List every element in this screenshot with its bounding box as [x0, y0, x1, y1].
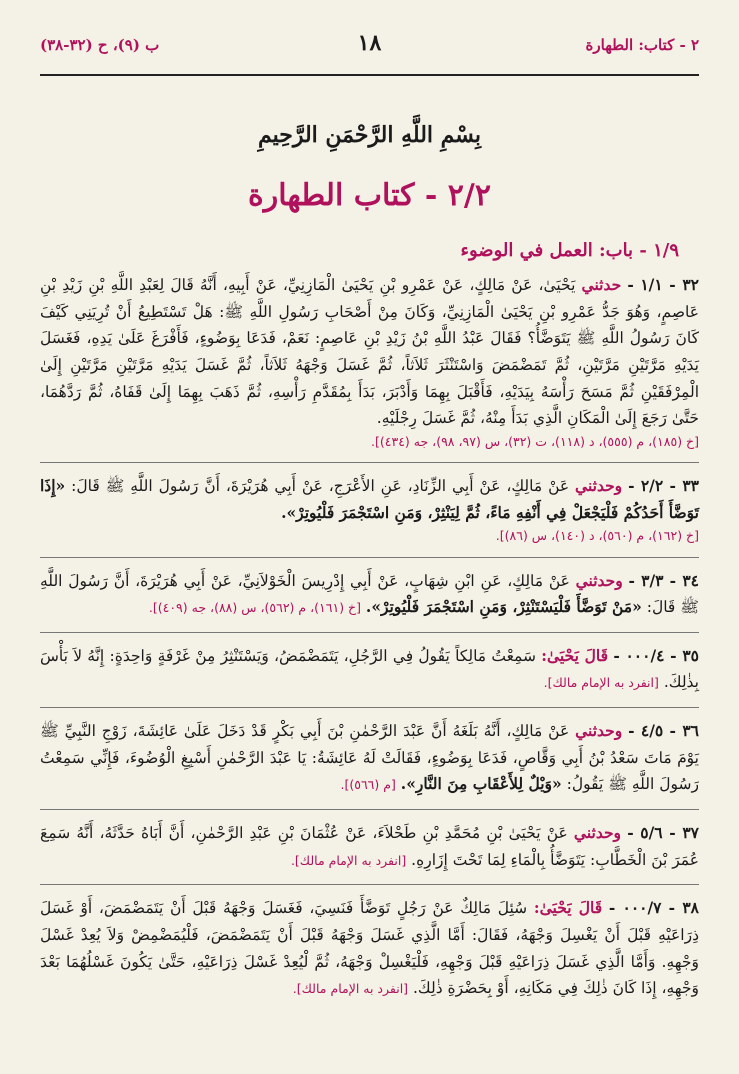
hadith-number: ٣٣ - ٢/٢ -	[628, 476, 699, 496]
hadith-divider	[40, 557, 699, 558]
prophetic-quote: «مَنْ تَوَضَّأَ فَلْيَسْتَنْثِرْ، وَمَنِ اسْتَجْمَرَ فَلْيُوتِرْ».	[365, 597, 642, 617]
header-divider	[40, 74, 699, 76]
hadith-list	[40, 272, 699, 1054]
hadith-text: سُئِلَ مَالِكٌ عَنْ رَجُلٍ تَوَضَّأَ فَنَسِيَ، فَغَسَلَ وَجْهَهُ قَبْلَ أَنْ يَتَمَضْمَضَ، أَوْ غَسَلَ ذِرَاعَيْهِ قَبْلَ أَنْ يَغْسِلَ وَجْهَهُ، فَقَالَ: أَمَّا الَّذِي غَسَلَ وَجْهَهُ قَبْلَ أَنْ يَتَمَضْمَضَ، فَلْيُمَضْمِضْ وَلاَ يُعِدْ غَسْلَ وَجْهِهِ. وَأَمَّا الَّذِي غَسَلَ ذِرَاعَيْهِ قَبْلَ وَجْهِهِ، فَلْيَغْسِلْ وَجْهَهُ، ثُمَّ لْيُعِدْ غَسْلَ ذِرَاعَيْهِ، حَتَّىٰ يَكُونَ غَسْلُهُمَا بَعْدَ وَجْهِهِ، إِذَا كَانَ ذٰلِكَ فِي مَكَانِهِ، أَوْ بِحَضْرَةِ ذٰلِكَ.	[40, 899, 699, 998]
hadith-number: ٣٧ - ٥/٦ -	[627, 823, 699, 843]
hadith-text: عَنْ مَالِكٍ، أَنَّهُ بَلَغَهُ أَنَّ عَبْدَ الرَّحْمٰنِ بْنَ أَبِي بَكْرٍ قَدْ دَخَلَ عَلَىٰ عَائِشَةَ، زَوْجِ النَّبِيِّ ﷺ يَوْمَ مَاتَ سَعْدُ بْنُ أَبِي وَقَّاصٍ، فَدَعَا بِوَضُوءٍ، فَقَالَتْ لَهُ عَائِشَةُ: يَا عَبْدَ الرَّحْمٰنِ أَسْبِغِ الْوُضُوءَ، فَإِنِّي سَمِعْتُ رَسُولَ اللَّهِ ﷺ يَقُولُ:	[40, 722, 699, 794]
hadith-37	[40, 820, 699, 873]
hadith-opening: وحدثني	[573, 823, 622, 843]
hadith-opening: حدثني	[581, 275, 622, 294]
hadith-source: [انفرد به الإمام مالك].	[290, 852, 407, 868]
page-number: ١٨	[357, 30, 382, 56]
hadith-opening: وحدثني	[575, 570, 623, 590]
hadith-source: [انفرد به الإمام مالك].	[292, 981, 409, 997]
hadith-divider	[40, 884, 699, 885]
prophetic-quote: «وَيْلٌ لِلأَعْقَابِ مِنَ النَّارِ».	[400, 774, 562, 794]
hadith-34	[40, 568, 699, 621]
hadith-text: سَمِعْتُ مَالِكاً يَقُولُ فِي الرَّجُلِ، يَتَمَضْمَضُ، وَيَسْتَنْثِرُ مِنْ غَرْفَةٍ وَاحِدَةٍ: إِنَّهُ لاَ بَأْسَ بِذٰلِكَ.	[40, 646, 699, 692]
hadith-text: عَنْ مَالِكٍ، عَنْ أَبِي الزِّنَادِ، عَنِ الأَعْرَجِ، عَنْ أَبِي هُرَيْرَةَ، أَنَّ رَسُولَ اللَّهِ ﷺ قَالَ:	[71, 477, 570, 496]
chapter-title: ١/٩ - باب: العمل في الوضوء	[460, 240, 679, 261]
running-header	[40, 30, 699, 70]
hadith-source: [خ (١٨٥)، م (٥٥٥)، د (١١٨)، ت (٣٢)، س (٩٧، ٩٨)، جه (٤٣٤)].	[371, 433, 699, 449]
header-book-name: ٢ - كتاب: الطهارة	[585, 36, 699, 54]
hadith-source: [خ (١٦٢)، م (٥٦٠)، د (١٤٠)، س (٨٦)].	[495, 528, 699, 544]
hadith-text: عَنْ مَالِكٍ، عَنِ ابْنِ شِهَابٍ، عَنْ أَبِي إِدْرِيسَ الْخَوْلاَنِيِّ، عَنْ أَبِي هُرَيْرَةَ، أَنَّ رَسُولَ اللَّهِ ﷺ قَالَ:	[40, 571, 699, 617]
hadith-number: ٣٤ - ٣/٣ -	[628, 570, 699, 590]
hadith-source: [م (٥٦٦)].	[340, 777, 396, 793]
hadith-divider	[40, 809, 699, 810]
hadith-divider	[40, 632, 699, 633]
header-reference: ب (٩)، ح (٣٢-٣٨)	[40, 36, 160, 54]
hadith-number: ٣٢ - ١/١ -	[627, 275, 699, 294]
hadith-divider	[40, 707, 699, 708]
hadith-opening: قَالَ يَحْيَىٰ:	[541, 645, 609, 665]
hadith-source: [خ (١٦١)، م (٥٦٢)، س (٨٨)، جه (٤٠٩)].	[148, 600, 361, 616]
hadith-divider	[40, 462, 699, 463]
hadith-source: [انفرد به الإمام مالك].	[543, 675, 659, 691]
hadith-number: ٣٦ - ٤/٥ -	[628, 721, 699, 741]
basmala: بِسْمِ اللَّهِ الرَّحْمَنِ الرَّحِيمِ	[257, 122, 482, 148]
hadith-number: ٣٨ - ٠٠٠/٧ -	[608, 898, 699, 918]
hadith-text: عَنْ يَحْيَىٰ بْنِ مُحَمَّدِ بْنِ طَحْلاَءَ، عَنْ عُثْمَانَ بْنِ عَبْدِ الرَّحْمٰنِ، أَنَّ أَبَاهُ حَدَّثَهُ، أَنَّهُ سَمِعَ عُمَرَ بْنَ الْخَطَّابِ: يَتَوَضَّأُ بِالْمَاءِ لِمَا تَحْتَ إِزَارِهِ.	[40, 824, 699, 869]
prophetic-quote: «إِذَا تَوَضَّأَ أَحَدُكُمْ فَلْيَجْعَلْ فِي أَنْفِهِ مَاءً، ثُمَّ لِيَنْثِرْ، وَمَنِ اسْتَجْمَرَ فَلْيُوتِرْ».	[40, 476, 699, 522]
hadith-opening: وحدثني	[575, 476, 623, 496]
hadith-text: يَحْيَىٰ، عَنْ مَالِكٍ، عَنْ عَمْرِو بْنِ يَحْيَىٰ الْمَازِنِيِّ، عَنْ أَبِيهِ، أَنَّهُ قَالَ لِعَبْدِ اللَّهِ بْنِ زَيْدِ بْنِ عَاصِمٍ، وَهُوَ جَدُّ عَمْرِو بْنِ يَحْيَىٰ الْمَازِنِيِّ، وَكَانَ مِنْ أَصْحَابِ رَسُولِ اللَّهِ ﷺ: هَلْ تَسْتَطِيعُ أَنْ تُرِيَنِي كَيْفَ كَانَ رَسُولُ اللَّهِ ﷺ يَتَوَضَّأُ؟ فَقَالَ عَبْدُ اللَّهِ بْنُ زَيْدِ بْنِ عَاصِمٍ: نَعَمْ، فَدَعَا بِوَضُوءٍ، فَأَفْرَغَ عَلَىٰ يَدِهِ، فَغَسَلَ يَدَيْهِ مَرَّتَيْنِ مَرَّتَيْنِ، ثُمَّ تَمَضْمَضَ وَاسْتَنْثَرَ ثَلاَثاً، ثُمَّ غَسَلَ وَجْهَهُ ثَلاَثاً، ثُمَّ غَسَلَ يَدَيْهِ مَرَّتَيْنِ مَرَّتَيْنِ إِلَىٰ الْمِرْفَقَيْنِ ثُمَّ مَسَحَ رَأْسَهُ بِيَدَيْهِ، فَأَقْبَلَ بِهِمَا وَأَدْبَرَ، بَدَأَ بِمُقَدَّمِ رَأْسِهِ، ثُمَّ ذَهَبَ بِهِمَا إِلَىٰ قَفَاهُ، ثُمَّ رَدَّهُمَا، حَتَّىٰ رَجَعَ إِلَىٰ الْمَكَانِ الَّذِي بَدَأَ مِنْهُ، ثُمَّ غَسَلَ رِجْلَيْهِ.	[40, 276, 699, 428]
hadith-number: ٣٥ - ٠٠٠/٤ -	[613, 645, 699, 665]
hadith-opening: قَالَ يَحْيَىٰ:	[533, 898, 603, 918]
hadith-opening: وحدثني	[575, 721, 623, 741]
hadith-35	[40, 643, 699, 696]
hadith-33	[40, 473, 699, 545]
hadith-38	[40, 895, 699, 1002]
hadith-36	[40, 718, 699, 798]
book-title: ٢/٢ - كتاب الطهارة	[248, 178, 491, 213]
hadith-32	[40, 272, 699, 451]
